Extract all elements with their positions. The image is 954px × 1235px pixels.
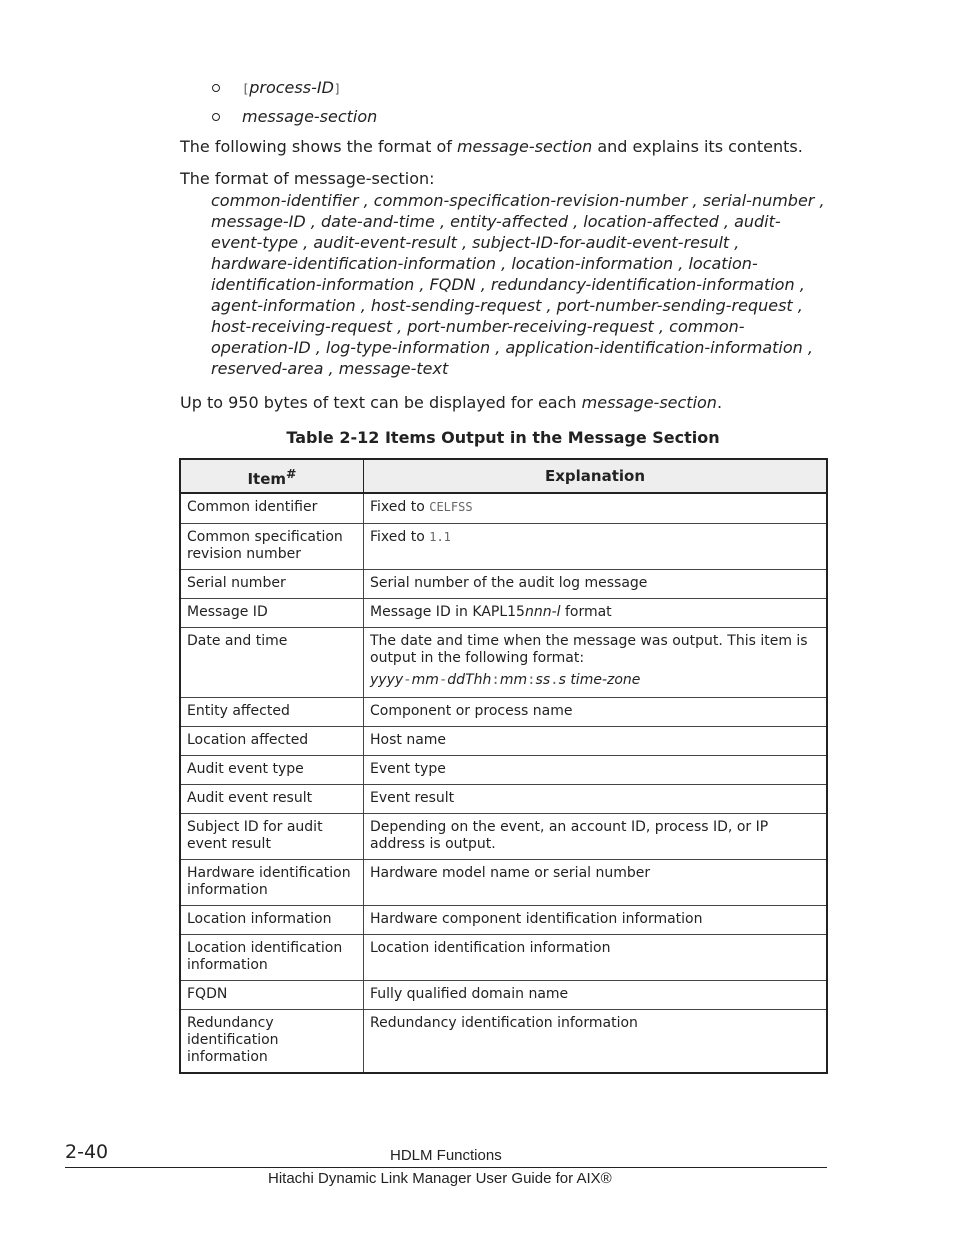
bracket-open: [ — [242, 82, 250, 96]
hollow-bullet-icon — [212, 113, 220, 121]
bullet-text: message-section — [242, 107, 378, 126]
table-row — [180, 697, 827, 726]
item-cell: Location information — [180, 905, 364, 934]
bullet-list — [212, 74, 377, 131]
header-item: Item# — [180, 459, 364, 493]
table-row — [180, 523, 827, 569]
page-number: 2-40 — [65, 1141, 109, 1163]
date-format: yyyy-mm-ddThh:mm:ss.s time-zone — [370, 671, 641, 688]
explanation-cell: Redundancy identification information — [364, 1009, 828, 1073]
table-row — [180, 813, 827, 859]
format-label: The format of message-section: — [180, 169, 435, 188]
explanation-cell: Event result — [364, 784, 828, 813]
table-row — [180, 859, 827, 905]
explanation-cell: Hardware model name or serial number — [364, 859, 828, 905]
item-cell: Audit event result — [180, 784, 364, 813]
explanation-cell: Hardware component identification information — [364, 905, 828, 934]
table-row — [180, 905, 827, 934]
item-cell: Date and time — [180, 627, 364, 697]
table-row — [180, 784, 827, 813]
header-explanation: Explanation — [364, 459, 828, 493]
item-cell: Entity affected — [180, 697, 364, 726]
explanation-cell: The date and time when the message was output. This item is output in the following format: yyyy-mm-ddThh:mm:ss.s time-zone — [364, 627, 828, 697]
item-cell: Location identification information — [180, 934, 364, 980]
table-row — [180, 493, 827, 523]
table-row — [180, 726, 827, 755]
table-row — [180, 598, 827, 627]
bullet-item-process-id — [212, 74, 377, 103]
item-cell: Hardware identification information — [180, 859, 364, 905]
explanation-cell: Message ID in KAPL15nnn-l format — [364, 598, 828, 627]
footer-section-title: HDLM Functions — [390, 1147, 502, 1164]
item-cell: Audit event type — [180, 755, 364, 784]
explanation-cell: Fully qualified domain name — [364, 980, 828, 1009]
table-row — [180, 569, 827, 598]
table-caption: Table 2-12 Items Output in the Message Section — [286, 428, 720, 447]
bracket-close: ] — [333, 82, 342, 96]
explanation-cell: Serial number of the audit log message — [364, 569, 828, 598]
explanation-cell: Component or process name — [364, 697, 828, 726]
footer-divider — [65, 1167, 827, 1168]
explanation-cell: Host name — [364, 726, 828, 755]
item-cell: Message ID — [180, 598, 364, 627]
table-row — [180, 627, 827, 697]
item-cell: Common specification revision number — [180, 523, 364, 569]
item-cell: Serial number — [180, 569, 364, 598]
item-cell: Location affected — [180, 726, 364, 755]
table-row — [180, 755, 827, 784]
message-section-table — [179, 458, 828, 1074]
explanation-cell: Depending on the event, an account ID, process ID, or IP address is output. — [364, 813, 828, 859]
table-row — [180, 934, 827, 980]
intro-paragraph: The following shows the format of message-section and explains its contents. — [180, 137, 803, 156]
item-cell: Subject ID for audit event result — [180, 813, 364, 859]
item-cell: FQDN — [180, 980, 364, 1009]
format-text: common-identifier , common-specification-revision-number , serial-number , message-ID , date-and-time , entity-affected , location-affected , audit-event-type , audit-event-result , subject-ID-for-audit-event-result , hardware-identification-information , location-information , location-identification-information , FQDN , redundancy-identification-information , agent-information , host-sending-request , port-number-sending-request , host-receiving-request , port-number-receiving-request , common-operation-ID , log-type-information , application-identification-information , reserved-area , message-text — [211, 191, 825, 378]
table-row — [180, 1009, 827, 1073]
item-cell: Redundancy identification information — [180, 1009, 364, 1073]
explanation-cell: Location identification information — [364, 934, 828, 980]
footer-book-title: Hitachi Dynamic Link Manager User Guide for AIX® — [268, 1170, 612, 1187]
footnote-mark: # — [286, 465, 297, 481]
table-header-row — [180, 459, 827, 493]
bullet-item-message-section — [212, 103, 377, 131]
explanation-cell: Fixed to CELFSS — [364, 493, 828, 523]
limit-paragraph: Up to 950 bytes of text can be displayed for each message-section. — [180, 393, 723, 412]
hollow-bullet-icon — [212, 84, 220, 92]
bullet-text: process-ID — [249, 78, 334, 97]
explanation-cell: Event type — [364, 755, 828, 784]
item-cell: Common identifier — [180, 493, 364, 523]
table-row — [180, 980, 827, 1009]
explanation-cell: Fixed to 1.1 — [364, 523, 828, 569]
